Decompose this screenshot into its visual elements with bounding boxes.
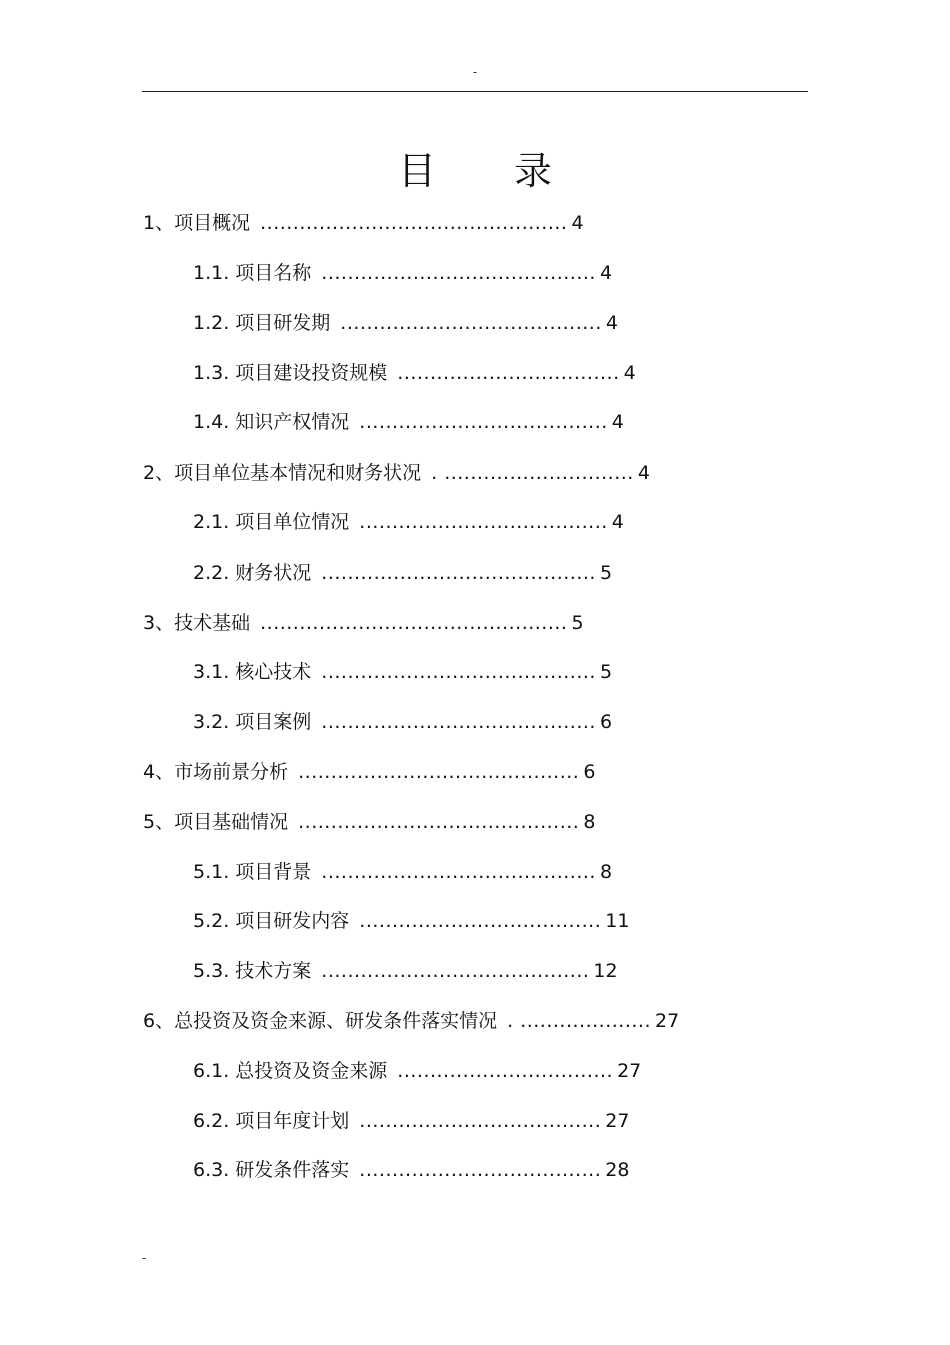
toc-entry-leader: ......................................: [359, 411, 608, 433]
toc-entry[interactable]: [193, 561, 612, 585]
toc-entry[interactable]: [143, 760, 595, 784]
toc-entry-leader: . ....................: [507, 1010, 651, 1032]
toc-entry-page: 5: [599, 562, 613, 584]
toc-entry-title: 项目概况: [174, 212, 251, 234]
toc-entry-title: 技术方案: [235, 960, 312, 982]
toc-entry-leader: ..................................: [397, 362, 620, 384]
toc-entry[interactable]: [193, 660, 612, 684]
toc-entry-page: 27: [617, 1060, 642, 1082]
toc-entry-page: 5: [599, 661, 613, 683]
toc-entry-leader: ...........................................: [298, 761, 580, 783]
toc-entry-title: 项目名称: [235, 262, 312, 284]
toc-entry[interactable]: [193, 410, 624, 434]
toc-entry-page: 4: [637, 462, 650, 484]
toc-entry-leader: ...........................................: [298, 811, 580, 833]
toc-entry[interactable]: [143, 1009, 679, 1033]
toc-entry-leader: ...............................................: [260, 212, 568, 234]
toc-entry-title: 项目研发期: [235, 312, 331, 334]
toc-entry-number: 4、: [143, 761, 175, 783]
toc-entry-title: 项目研发内容: [235, 910, 350, 932]
toc-entry-page: 27: [605, 1110, 630, 1132]
toc-entry-title: 技术基础: [174, 612, 251, 634]
toc-entry-title: 项目基础情况: [174, 811, 289, 833]
toc-entry-leader: .....................................: [359, 910, 602, 932]
toc-entry-leader: ........................................: [340, 312, 602, 334]
toc-entry[interactable]: [143, 211, 584, 235]
toc-entry-leader: ...............................................: [260, 612, 568, 634]
toc-entry[interactable]: [193, 311, 618, 335]
toc-entry-number: 1.4.: [193, 411, 230, 433]
toc-entry-title: 知识产权情况: [235, 411, 350, 433]
toc-entry-number: 1.3.: [193, 362, 230, 384]
toc-entry-title: 总投资及资金来源: [235, 1060, 388, 1082]
toc-entry-leader: .....................................: [359, 1159, 602, 1181]
toc-entry-number: 5、: [143, 811, 175, 833]
toc-entry-number: 6.3.: [193, 1159, 230, 1181]
toc-entry-title: 财务状况: [235, 562, 312, 584]
toc-entry-page: 12: [593, 960, 618, 982]
toc-entry-page: 4: [623, 362, 636, 384]
toc-entry-page: 11: [605, 910, 630, 932]
toc-entry[interactable]: [193, 1059, 641, 1083]
toc-entry-page: 4: [599, 262, 613, 284]
toc-entry[interactable]: [193, 710, 612, 734]
toc-entry[interactable]: [143, 810, 595, 834]
toc-entry-title: 市场前景分析: [174, 761, 289, 783]
toc-entry-leader: ..........................................: [321, 661, 596, 683]
toc-entry-leader: ..........................................: [321, 861, 596, 883]
toc-entry-leader: ..........................................: [321, 562, 596, 584]
toc-entry-leader: ......................................: [359, 511, 608, 533]
toc-entry-number: 3、: [143, 612, 175, 634]
toc-entry-leader: .....................................: [359, 1110, 602, 1132]
toc-entry-title: 总投资及资金来源、研发条件落实情况: [174, 1010, 498, 1032]
toc-entry-page: 5: [571, 612, 584, 634]
toc-entry-number: 6、: [143, 1010, 175, 1032]
header-mark: -: [472, 65, 478, 79]
toc-entry-number: 5.3.: [193, 960, 230, 982]
toc-entry-number: 3.1.: [193, 661, 230, 683]
toc-entry-number: 2.1.: [193, 511, 230, 533]
toc-entry-title: 研发条件落实: [235, 1159, 350, 1181]
toc-entry[interactable]: [193, 959, 618, 983]
toc-entry[interactable]: [193, 261, 612, 285]
toc-entry-title: 项目案例: [235, 711, 312, 733]
toc-entry-title: 项目年度计划: [235, 1110, 350, 1132]
toc-entry-page: 6: [583, 761, 596, 783]
toc-entry-page: 8: [599, 861, 613, 883]
toc-entry-title: 项目单位情况: [235, 511, 350, 533]
toc-entry[interactable]: [193, 510, 624, 534]
toc-entry-number: 5.1.: [193, 861, 230, 883]
toc-title: 目录: [397, 149, 630, 194]
toc-entry[interactable]: [143, 461, 650, 485]
toc-entry-page: 27: [654, 1010, 680, 1032]
footer-mark: -: [142, 1251, 147, 1265]
toc-entry-number: 2、: [143, 462, 175, 484]
toc-entry-page: 28: [605, 1159, 630, 1181]
toc-entry-leader: .........................................: [321, 960, 590, 982]
toc-entry-leader: ..........................................: [321, 262, 596, 284]
toc-entry-number: 1.2.: [193, 312, 230, 334]
toc-entry[interactable]: [193, 361, 636, 385]
toc-entry-page: 4: [605, 312, 618, 334]
toc-entry[interactable]: [193, 860, 612, 884]
toc-entry-number: 6.2.: [193, 1110, 230, 1132]
toc-entry[interactable]: [193, 1109, 629, 1133]
toc-entry-number: 1、: [143, 212, 175, 234]
toc-entry-leader: .................................: [397, 1060, 614, 1082]
toc-entry[interactable]: [143, 611, 584, 635]
toc-entry-page: 8: [583, 811, 596, 833]
toc-entry[interactable]: [193, 909, 629, 933]
toc-entry-number: 3.2.: [193, 711, 230, 733]
toc-entry-page: 6: [599, 711, 613, 733]
toc-entry-title: 项目背景: [235, 861, 312, 883]
toc-entry-page: 4: [571, 212, 584, 234]
toc-entry-title: 核心技术: [235, 661, 312, 683]
toc-entry-number: 1.1.: [193, 262, 230, 284]
toc-entry-page: 4: [611, 411, 624, 433]
toc-entry[interactable]: [193, 1158, 629, 1182]
toc-entry-number: 6.1.: [193, 1060, 230, 1082]
toc-entry-title: 项目单位基本情况和财务状况: [174, 462, 422, 484]
toc-entry-leader: . .............................: [431, 462, 634, 484]
toc-entry-page: 4: [611, 511, 624, 533]
toc-entry-number: 2.2.: [193, 562, 230, 584]
toc-entry-leader: ..........................................: [321, 711, 596, 733]
toc-entry-number: 5.2.: [193, 910, 230, 932]
toc-entry-title: 项目建设投资规模: [235, 362, 388, 384]
